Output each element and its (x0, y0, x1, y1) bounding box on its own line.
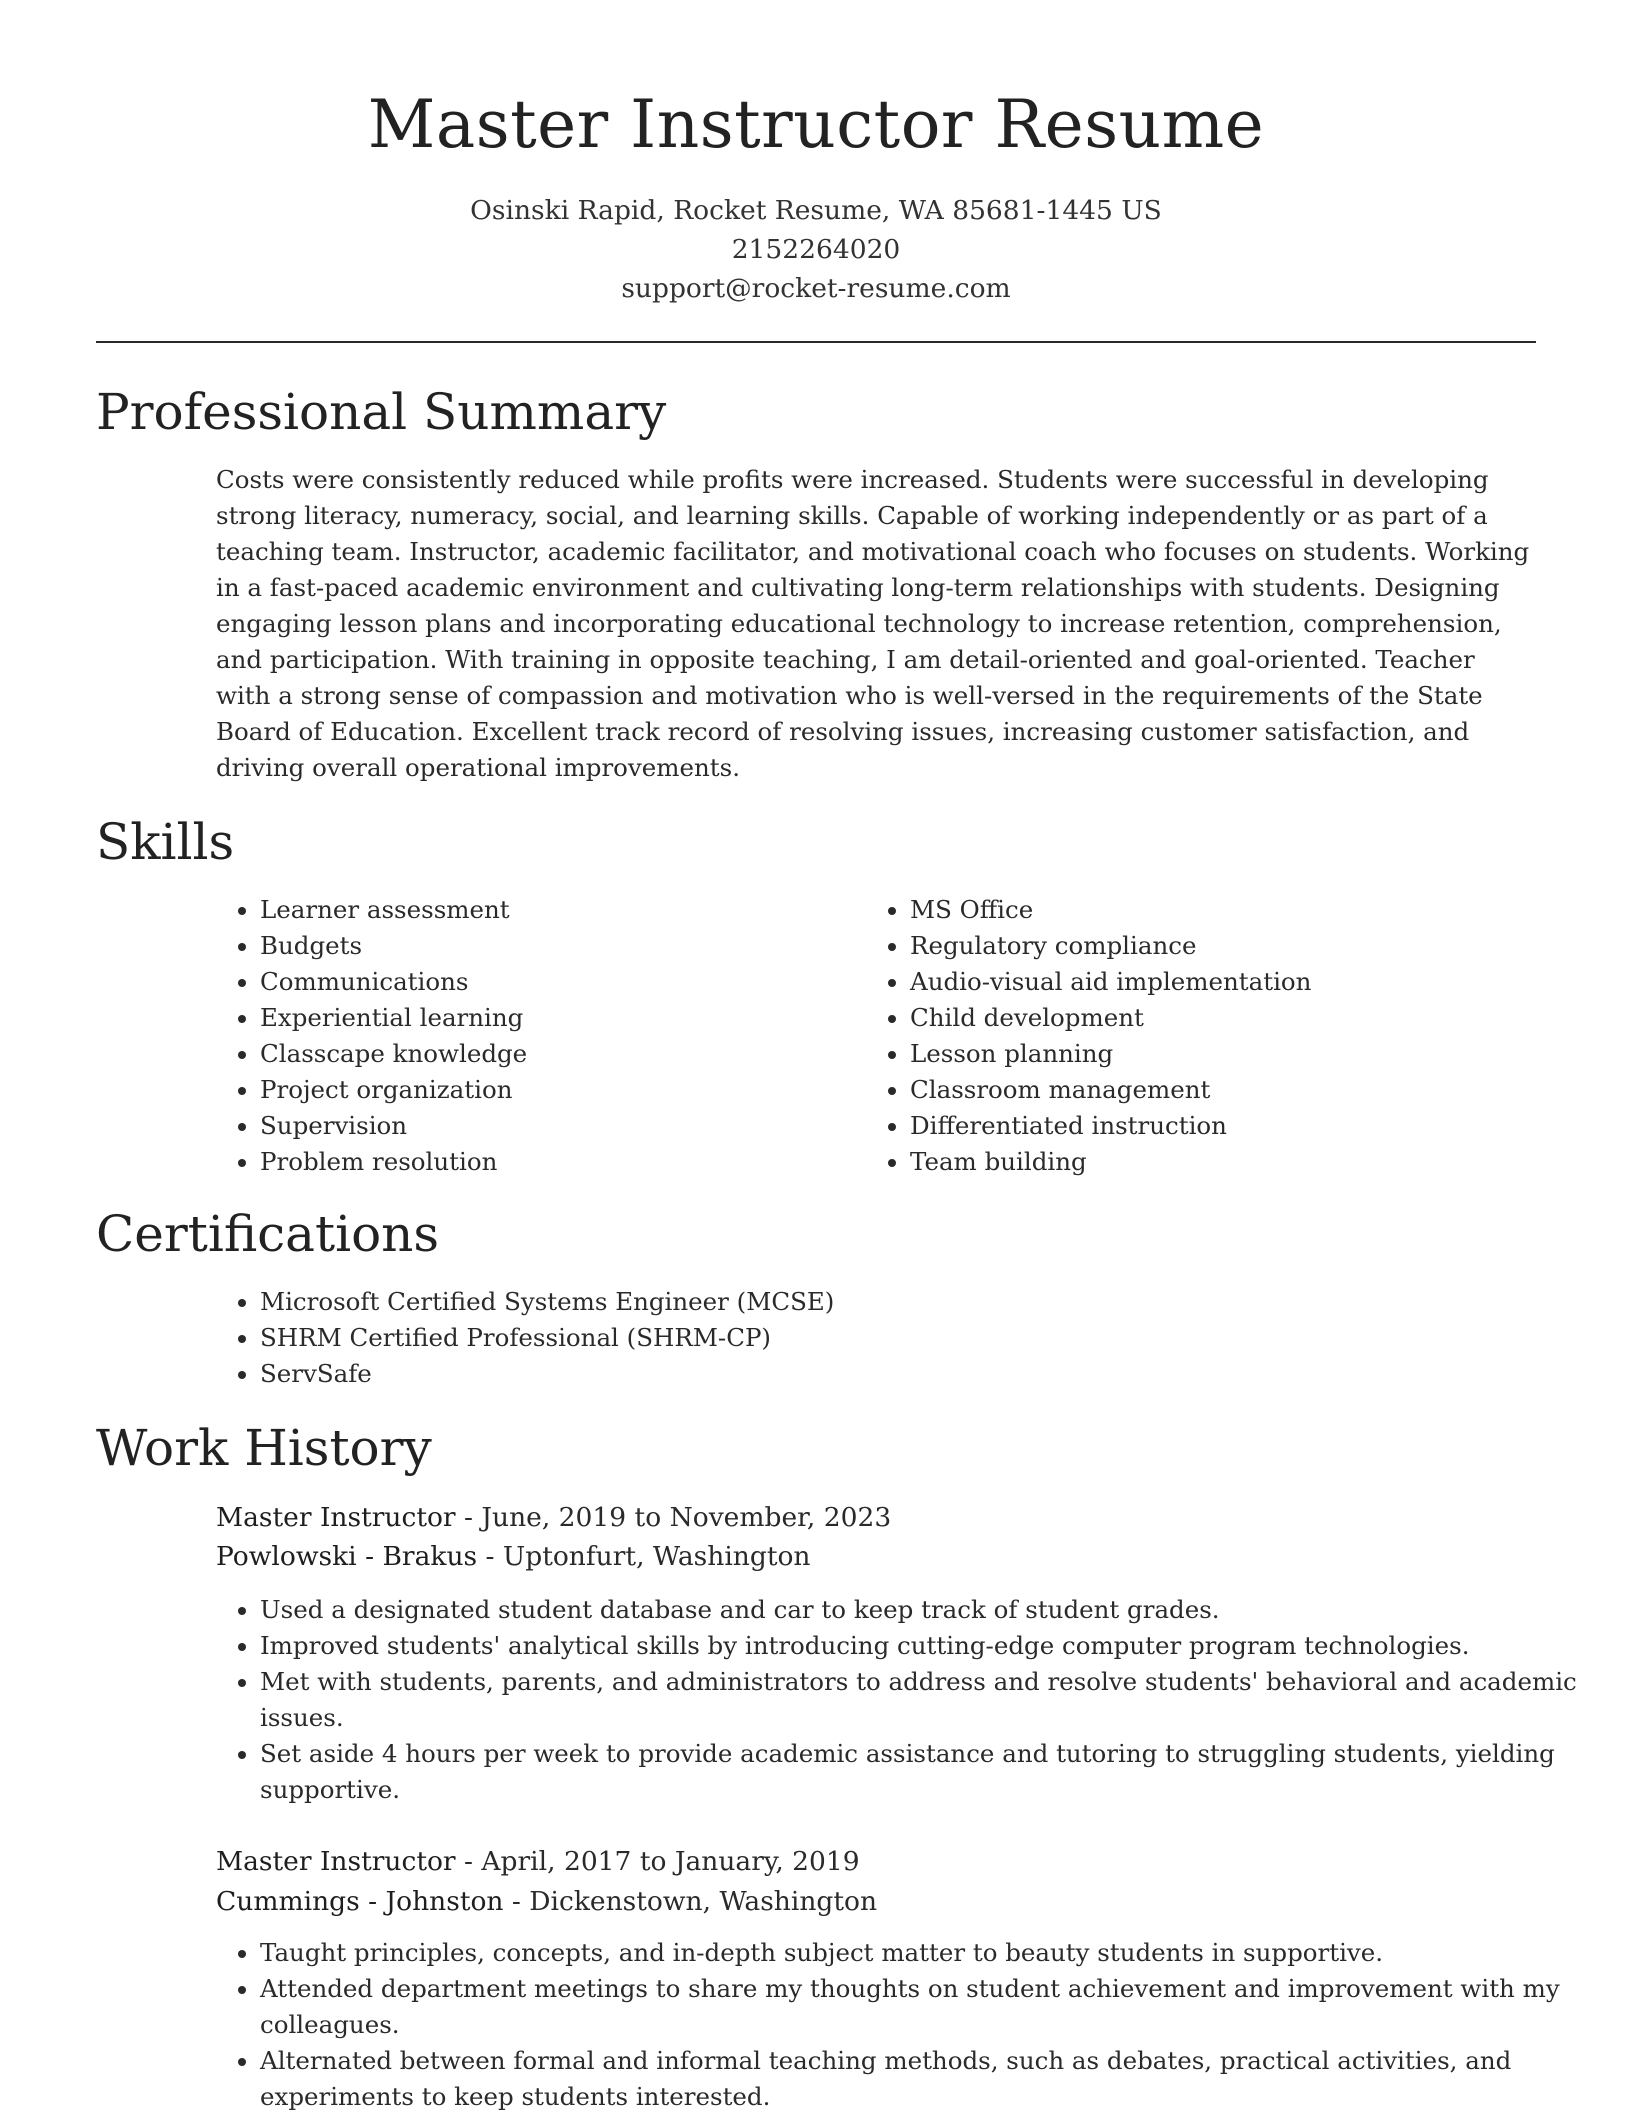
summary-text: Costs were consistently reduced while profits were increased. Students were successful in developing strong literacy, numeracy, social, and learning skills. Capable of working independently or as part of a teaching team. Instructor, academic facilitator, and motivational coach who focuses on students. Working in a fast-paced academic environment and cultivating long-term relationships with students. Designing engaging lesson plans and incorporating educational technology to increase retention, comprehension, and participation. With training in opposite teaching, I am detail-oriented and goal-oriented. Teacher with a strong sense of compassion and motivation who is well-versed in the requirements of the State Board of Education. Excellent track record of resolving issues, increasing customer satisfaction, and driving overall operational improvements. (216, 465, 1530, 782)
list-item: • Supervision (260, 1108, 860, 1144)
job-title-line (216, 1842, 860, 1881)
list-item: • Taught principles, concepts, and in-depth subject matter to beauty students in supportive. (260, 1935, 1580, 1971)
contact-phone: 2152264020 (731, 234, 901, 265)
resume-title: Master Instructor Resume (367, 86, 1265, 163)
job-bullets (216, 1592, 1580, 1808)
job-dates: - April, 2017 to January, 2019 (455, 1846, 860, 1877)
list-item: • Child development (910, 1000, 1550, 1036)
list-item: • Differentiated instruction (910, 1108, 1550, 1144)
header-divider (96, 341, 1536, 343)
list-item: • Learner assessment (260, 892, 860, 928)
list-item: • Communications (260, 964, 860, 1000)
list-item: • Set aside 4 hours per week to provide academic assistance and tutoring to struggling students, yielding supportive. (260, 1736, 1580, 1808)
list-item: • Budgets (260, 928, 860, 964)
work-history-heading: Work History (96, 1419, 432, 1477)
certifications-heading: Certifications (96, 1205, 440, 1263)
list-item: • ServSafe (260, 1356, 1560, 1392)
list-item: • Met with students, parents, and administrators to address and resolve students' behavioral and academic issues. (260, 1664, 1580, 1736)
list-item: • Lesson planning (910, 1036, 1550, 1072)
list-item: • SHRM Certified Professional (SHRM-CP) (260, 1320, 1560, 1356)
list-item: • Classcape knowledge (260, 1036, 860, 1072)
list-item: • Alternated between formal and informal teaching methods, such as debates, practical activities, and experiments to keep students interested. (260, 2043, 1580, 2115)
list-item: • Attended department meetings to share my thoughts on student achievement and improvement with my colleagues. (260, 1971, 1580, 2043)
job-company-line (216, 1537, 811, 1576)
job-bullets (216, 1935, 1580, 2115)
list-item: • MS Office (910, 892, 1550, 928)
contact-email: support@rocket-resume.com (621, 273, 1011, 304)
job-dates: - June, 2019 to November, 2023 (455, 1502, 892, 1533)
skills-heading: Skills (96, 813, 235, 871)
skills-list-left (216, 892, 860, 1180)
contact-block (0, 191, 1632, 308)
list-item: • Used a designated student database and car to keep track of student grades. (260, 1592, 1580, 1628)
list-item: • Regulatory compliance (910, 928, 1550, 964)
list-item: • Microsoft Certified Systems Engineer (MCSE) (260, 1284, 1560, 1320)
list-item: • Team building (910, 1144, 1550, 1180)
job-location: - Uptonfurt, Washington (477, 1541, 811, 1572)
job-company: Powlowski - Brakus (216, 1541, 478, 1572)
job-company: Cummings - Johnston (216, 1886, 504, 1917)
skills-list-right (866, 892, 1550, 1180)
list-item: • Audio-visual aid implementation (910, 964, 1550, 1000)
list-item: • Problem resolution (260, 1144, 860, 1180)
contact-address: Osinski Rapid, Rocket Resume, WA 85681-1445 US (470, 195, 1162, 226)
summary-heading: Professional Summary (96, 383, 667, 441)
list-item: • Improved students' analytical skills by introducing cutting-edge computer program technologies. (260, 1628, 1580, 1664)
job-title-line (216, 1498, 891, 1537)
list-item: • Experiential learning (260, 1000, 860, 1036)
job-company-line (216, 1882, 877, 1921)
certifications-list (216, 1284, 1560, 1392)
job-location: - Dickenstown, Washington (503, 1886, 878, 1917)
job-title: Master Instructor (216, 1846, 456, 1877)
list-item: • Project organization (260, 1072, 860, 1108)
list-item: • Classroom management (910, 1072, 1550, 1108)
job-title: Master Instructor (216, 1502, 456, 1533)
